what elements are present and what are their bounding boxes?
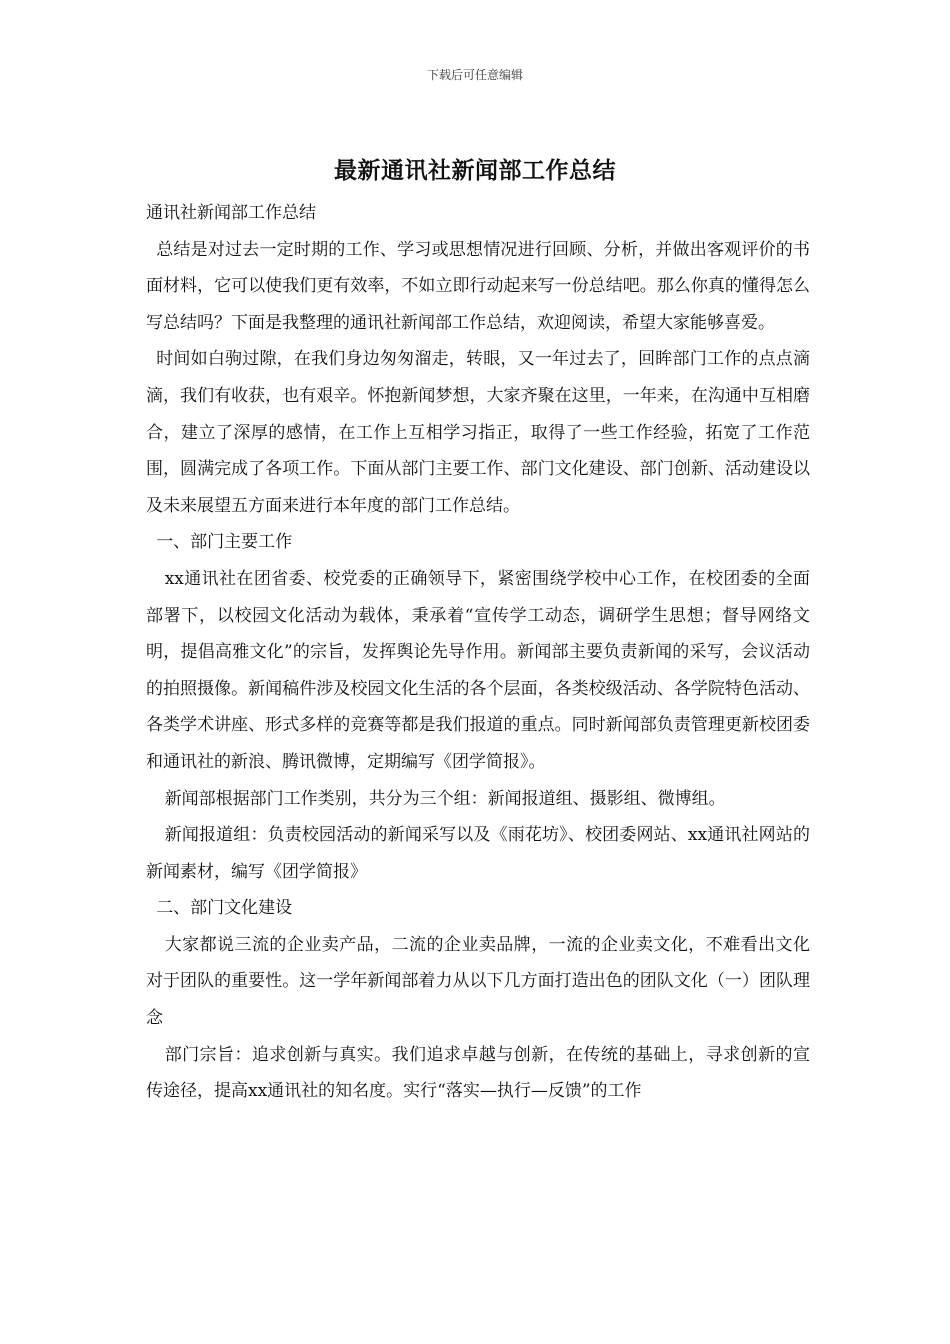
intro-paragraph: 总结是对过去一定时期的工作、学习或思想情况进行回顾、分析，并做出客观评价的书面材料，它可以使我们更有效率，不如立即行动起来写一份总结吧。那么你真的懂得怎么写总结吗？下面是我整理的通讯社新闻部工作总结，欢迎阅读，希望大家能够喜爱。 — [146, 239, 810, 333]
body-paragraph: 部门宗旨：追求创新与真实。我们追求卓越与创新，在传统的基础上，寻求创新的宣传途径，提高xx通讯社的知名度。实行“落实—执行—反馈”的工作 — [146, 1044, 810, 1102]
section-heading-2: 二、部门文化建设 — [156, 898, 293, 919]
body-paragraph: 新闻报道组：负责校园活动的新闻采写以及《雨花坊》、校团委网站、xx通讯社网站的新闻素材，编写《团学简报》 — [146, 825, 810, 882]
body-paragraph: xx通讯社在团省委、校党委的正确领导下，紧密围绕学校中心工作，在校团委的全面部署下，以校园文化活动为载体，秉承着“宣传学工动态，调研学生思想；督导网络文明，提倡高雅文化”的宗旨，发挥舆论先导作用。新闻部主要负责新闻的采写，会议活动的拍照摄像。新闻稿件涉及校园文化生活的各个层面，各类校级活动、各学院特色活动、各类学术讲座、形式多样的竞赛等都是我们报道的重点。同时新闻部负责管理更新校团委和通讯社的新浪、腾讯微博，定期编写《团学简报》。 — [146, 568, 810, 772]
document-body — [146, 195, 810, 1110]
subtitle-paragraph: 通讯社新闻部工作总结 — [146, 203, 316, 223]
section-heading-1: 一、部门主要工作 — [156, 532, 293, 553]
body-paragraph: 大家都说三流的企业卖产品，二流的企业卖品牌，一流的企业卖文化，不难看出文化对于团队的重要性。这一学年新闻部着力从以下几方面打造出色的团队文化（一）团队理念 — [146, 934, 810, 1029]
body-paragraph: 新闻部根据部门工作类别，共分为三个组：新闻报道组、摄影组、微博组。 — [164, 788, 726, 809]
header-note: 下载后可任意编辑 — [426, 68, 523, 82]
overview-paragraph: 时间如白驹过隙，在我们身边匆匆溜走，转眼，又一年过去了，回眸部门工作的点点滴滴，我们有收获，也有艰辛。怀抱新闻梦想，大家齐聚在这里，一年来，在沟通中互相磨合，建立了深厚的感情，在工作上互相学习指正，取得了一些工作经验，拓宽了工作范围，圆满完成了各项工作。下面从部门主要工作、部门文化建设、部门创新、活动建设以及未来展望五方面来进行本年度的部门工作总结。 — [146, 349, 810, 516]
document-title: 最新通讯社新闻部工作总结 — [334, 157, 616, 184]
